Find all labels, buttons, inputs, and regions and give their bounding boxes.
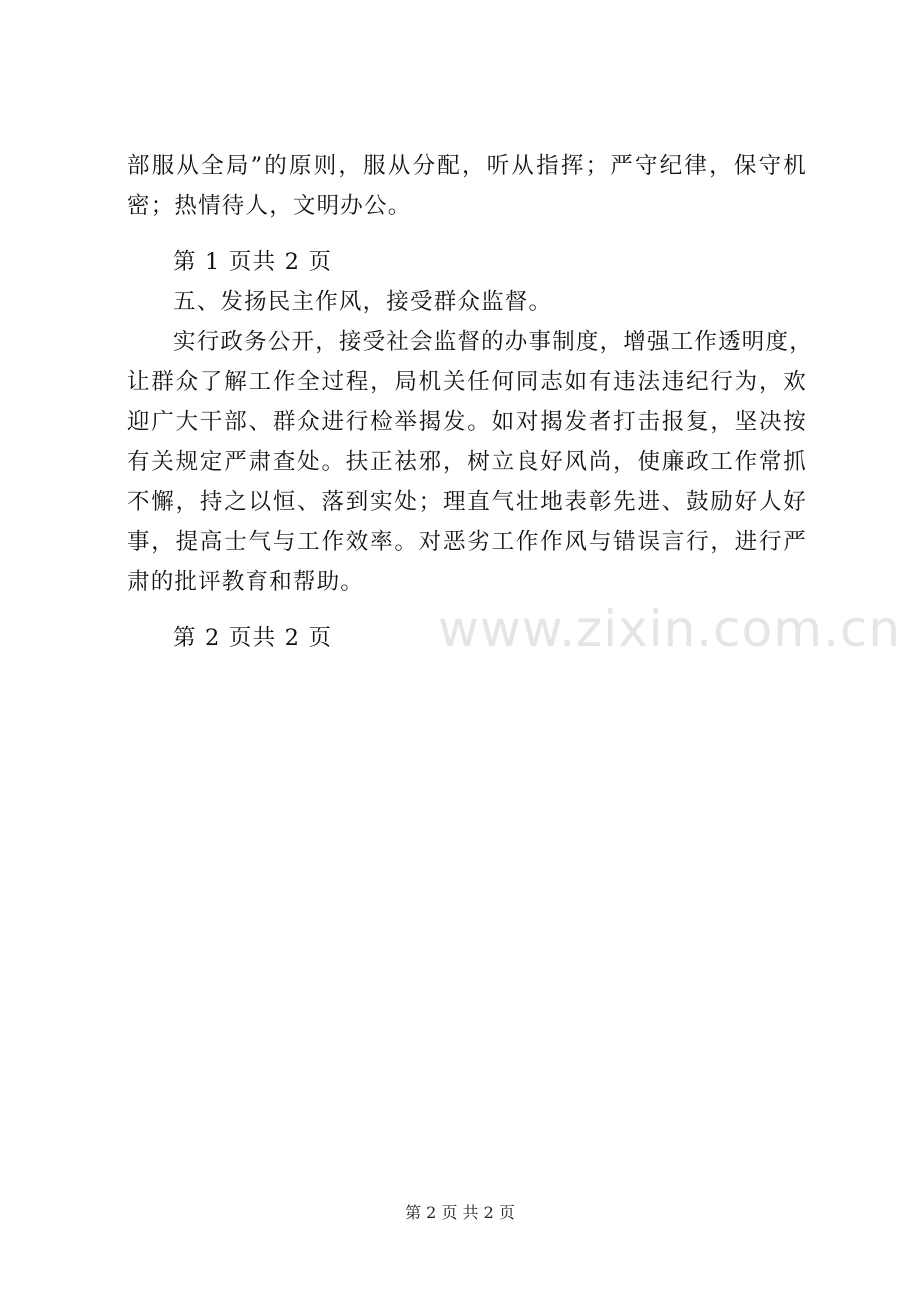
paragraph-line: 事，提高士气与工作效率。对恶劣工作作风与错误言行，进行严 xyxy=(127,529,807,555)
paragraph-line: 部服从全局”的原则，服从分配，听从指挥；严守纪律，保守机 xyxy=(127,153,807,179)
section-heading: 五、发扬民主作风，接受群众监督。 xyxy=(173,289,553,315)
document-body xyxy=(127,146,813,658)
page-footer: 第 2 页 共 2 页 xyxy=(405,1203,515,1222)
watermark: www.zixin.com.cn xyxy=(438,600,902,658)
paragraph-line: 迎广大干部、群众进行检举揭发。如对揭发者打击报复，坚决按 xyxy=(127,409,807,435)
paragraph-line: 有关规定严肃查处。扶正祛邪，树立良好风尚，使廉政工作常抓 xyxy=(127,449,807,475)
paragraph-line: 不懈，持之以恒、落到实处；理直气壮地表彰先进、鼓励好人好 xyxy=(127,489,807,515)
paragraph-line: 让群众了解工作全过程，局机关任何同志如有违法违纪行为，欢 xyxy=(127,369,807,395)
paragraph-line: 肃的批评教育和帮助。 xyxy=(127,569,365,595)
paragraph-line: 密；热情待人，文明办公。 xyxy=(127,193,412,219)
paragraph-line: 实行政务公开，接受社会监督的办事制度，增强工作透明度， xyxy=(173,329,813,355)
inline-page-marker: 第 2 页共 2 页 xyxy=(173,625,333,651)
inline-page-marker: 第 1 页共 2 页 xyxy=(173,249,333,275)
